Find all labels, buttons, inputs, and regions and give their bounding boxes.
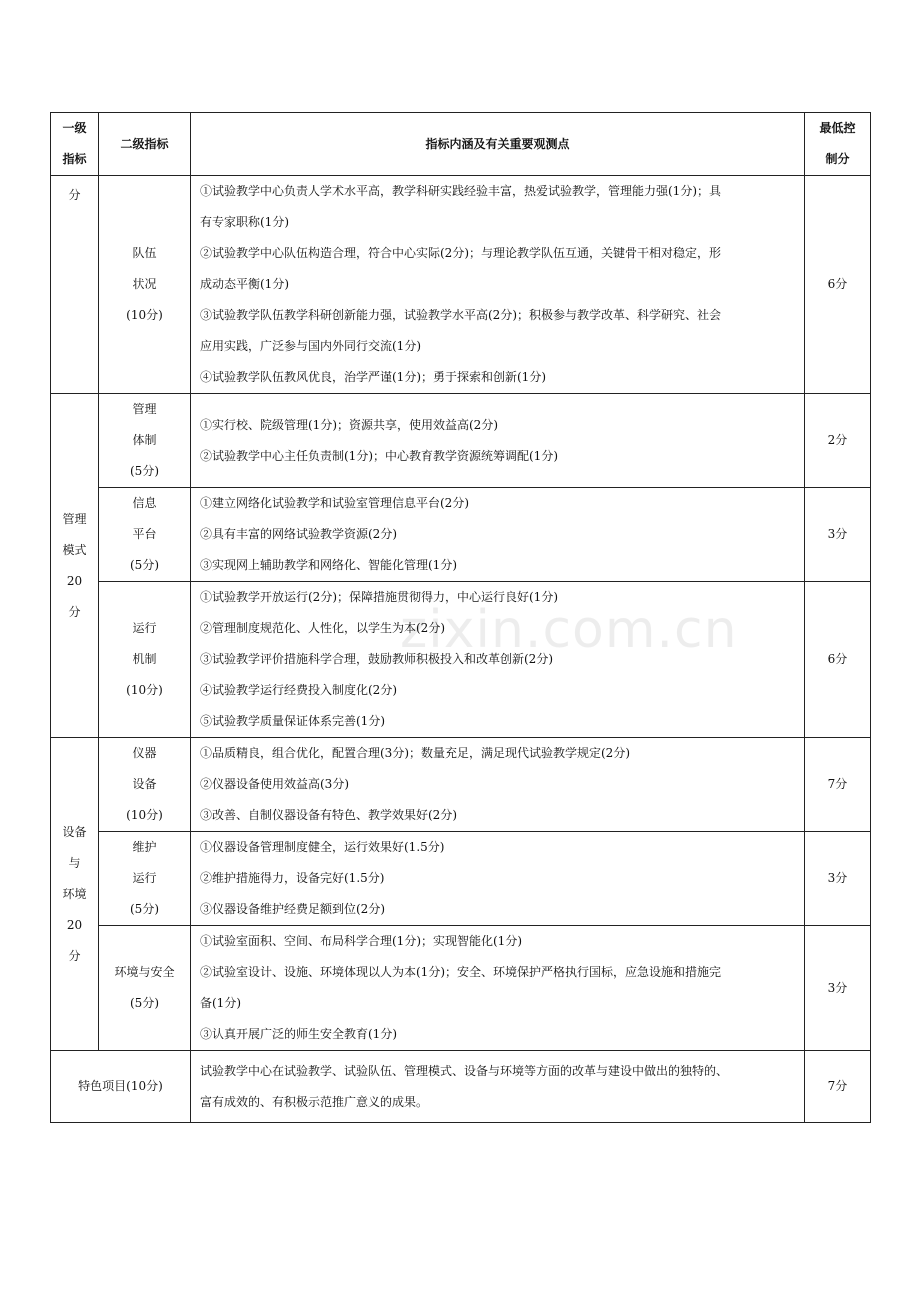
equipment-row-3 xyxy=(51,926,871,1051)
watermark: zixin.com.cn xyxy=(400,600,738,660)
special-score: 7分 xyxy=(805,1051,871,1123)
team-level1: 分 xyxy=(51,176,99,394)
special-label: 特色项目(10分) xyxy=(51,1051,191,1123)
info-platform-content: ①建立网络化试验教学和试验室管理信息平台(2分) ②具有丰富的网络试验教学资源(2分) ③实现网上辅助教学和网络化、智能化管理(1分) xyxy=(191,488,805,582)
management-system-content: ①实行校、院级管理(1分)；资源共享，使用效益高(2分) ②试验教学中心主任负责制(1分)；中心教育教学资源统筹调配(1分) xyxy=(191,394,805,488)
operation-mechanism-score: 6分 xyxy=(805,582,871,738)
team-row xyxy=(51,176,871,394)
info-platform-name: 信息 平台 (5分) xyxy=(99,488,191,582)
environment-safety-score: 3分 xyxy=(805,926,871,1051)
management-level1: 管理 模式 20 分 xyxy=(51,394,99,738)
header-min-score: 最低控 制分 xyxy=(805,113,871,176)
equipment-row-1 xyxy=(51,738,871,832)
management-system-score: 2分 xyxy=(805,394,871,488)
instruments-score: 7分 xyxy=(805,738,871,832)
instruments-content: ①品质精良，组合优化，配置合理(3分)；数量充足，满足现代试验教学规定(2分) ②仪器设备使用效益高(3分) ③改善、自制仪器设备有特色、教学效果好(2分) xyxy=(191,738,805,832)
team-score: 6分 xyxy=(805,176,871,394)
info-platform-score: 3分 xyxy=(805,488,871,582)
management-row-1 xyxy=(51,394,871,488)
header-row xyxy=(51,113,871,176)
environment-safety-content: ①试验室面积、空间、布局科学合理(1分)；实现智能化(1分) ②试验室设计、设施、环境体现以人为本(1分)；安全、环境保护严格执行国标，应急设施和措施完 备(1分) ③认真开展广泛的师生安全教育(1分) xyxy=(191,926,805,1051)
special-row xyxy=(51,1051,871,1123)
maintenance-content: ①仪器设备管理制度健全，运行效果好(1.5分) ②维护措施得力，设备完好(1.5分) ③仪器设备维护经费足额到位(2分) xyxy=(191,832,805,926)
equipment-level1: 设备 与 环境 20 分 xyxy=(51,738,99,1051)
operation-mechanism-content: ①试验教学开放运行(2分)；保障措施贯彻得力，中心运行良好(1分) ②管理制度规范化、人性化，以学生为本(2分) ③试验教学评价措施科学合理，鼓励教师积极投入和改革创新(2分) ④试验教学运行经费投入制度化(2分) ⑤试验教学质量保证体系完善(1分) xyxy=(191,582,805,738)
header-level1: 一级 指标 xyxy=(51,113,99,176)
instruments-name: 仪器 设备 (10分) xyxy=(99,738,191,832)
maintenance-score: 3分 xyxy=(805,832,871,926)
evaluation-table xyxy=(50,112,871,1123)
management-system-name: 管理 体制 (5分) xyxy=(99,394,191,488)
team-level2: 队伍 状况 (10分) xyxy=(99,176,191,394)
equipment-row-2 xyxy=(51,832,871,926)
operation-mechanism-name: 运行 机制 (10分) xyxy=(99,582,191,738)
environment-safety-name: 环境与安全 (5分) xyxy=(99,926,191,1051)
maintenance-name: 维护 运行 (5分) xyxy=(99,832,191,926)
management-row-2 xyxy=(51,488,871,582)
management-row-3 xyxy=(51,582,871,738)
header-level2: 二级指标 xyxy=(99,113,191,176)
special-content: 试验教学中心在试验教学、试验队伍、管理模式、设备与环境等方面的改革与建设中做出的独特的、 富有成效的、有积极示范推广意义的成果。 xyxy=(191,1051,805,1123)
team-content: ①试验教学中心负责人学术水平高，教学科研实践经验丰富，热爱试验教学，管理能力强(1分)；具 有专家职称(1分) ②试验教学中心队伍构造合理，符合中心实际(2分)；与理论教学队伍互通，关键骨干相对稳定，形 成动态平衡(1分) ③试验教学队伍教学科研创新能力强，试验教学水平高(2分)；积极参与教学改革、科学研究、社会 应用实践，广泛参与国内外同行交流(1分) ④试验教学队伍教风优良，治学严谨(1分)；勇于探索和创新(1分) xyxy=(191,176,805,394)
header-content: 指标内涵及有关重要观测点 xyxy=(191,113,805,176)
